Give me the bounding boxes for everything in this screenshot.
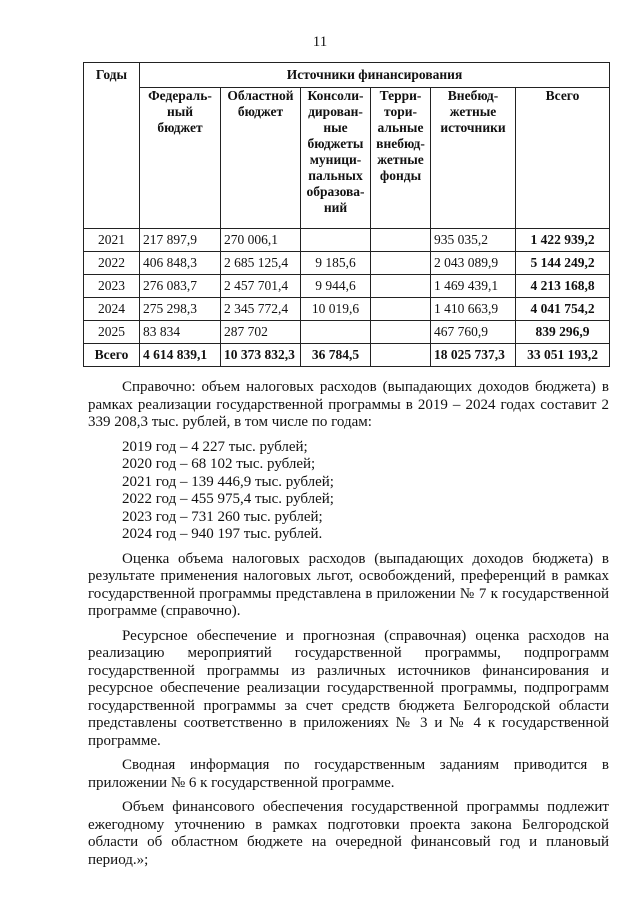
table-row xyxy=(84,229,610,252)
cell-regional: 2 345 772,4 xyxy=(221,298,301,321)
list-item: 2022 год – 455 975,4 тыс. рублей; xyxy=(122,491,334,507)
cell-extrabudget: 1 410 663,9 xyxy=(431,298,516,321)
paragraph-annual-update: Объем финансового обеспечения государственной программы подлежит ежегодному уточнению в рамках подготовки проекта закона Белгородской области об областном бюджете на очередной финансовый год и плановый период.»; xyxy=(88,799,609,868)
sum-funds xyxy=(371,344,431,367)
cell-municipal: 9 185,6 xyxy=(301,252,371,275)
col-regional: Областной бюджет xyxy=(221,88,301,229)
cell-total: 4 041 754,2 xyxy=(516,298,610,321)
sum-municipal: 36 784,5 xyxy=(301,344,371,367)
col-funds: Терри- тори- альные внебюд- жетные фонды xyxy=(371,88,431,229)
cell-total: 1 422 939,2 xyxy=(516,229,610,252)
list-item: 2024 год – 940 197 тыс. рублей. xyxy=(122,526,323,542)
paragraph-tax-expenses: Справочно: объем налоговых расходов (выпадающих доходов бюджета) в рамках реализации государственной программы в 2019 – 2024 годах составит 2 339 208,3 тыс. рублей, в том числе по годам: xyxy=(88,379,609,430)
table-sum-row xyxy=(84,344,610,367)
paragraph-resource-provision: Ресурсное обеспечение и прогнозная (справочная) оценка расходов на реализацию мероприятий государственной программы, подпрограмм государственной программы из различных источников финансирования и ресурсное обеспечение реализации государственной программы, подпрограмм государственной программы за счет средств бюджета Белгородской области представлены соответственно в приложениях № 3 и № 4 к государственной программе. xyxy=(88,627,609,749)
cell-federal: 275 298,3 xyxy=(140,298,221,321)
cell-funds xyxy=(371,252,431,275)
cell-municipal: 10 019,6 xyxy=(301,298,371,321)
cell-regional: 2 685 125,4 xyxy=(221,252,301,275)
tax-expenses-by-year xyxy=(88,439,609,544)
header-years: Годы xyxy=(84,63,140,229)
cell-federal: 276 083,7 xyxy=(140,275,221,298)
list-item: 2021 год – 139 446,9 тыс. рублей; xyxy=(122,473,334,490)
sum-extrabudget: 18 025 737,3 xyxy=(431,344,516,367)
cell-extrabudget: 2 043 089,9 xyxy=(431,252,516,275)
col-total: Всего xyxy=(516,88,610,229)
cell-regional: 2 457 701,4 xyxy=(221,275,301,298)
cell-year: 2023 xyxy=(84,275,140,298)
paragraph-state-assignments: Сводная информация по государственным заданиям приводится в приложении № 6 к государственной программе. xyxy=(88,757,609,791)
cell-regional: 287 702 xyxy=(221,321,301,344)
cell-municipal xyxy=(301,321,371,344)
table-row xyxy=(84,252,610,275)
cell-year: 2025 xyxy=(84,321,140,344)
cell-funds xyxy=(371,321,431,344)
table-row xyxy=(84,321,610,344)
cell-funds xyxy=(371,298,431,321)
cell-year: 2022 xyxy=(84,252,140,275)
table-row xyxy=(84,275,610,298)
cell-total: 5 144 249,2 xyxy=(516,252,610,275)
cell-funds xyxy=(371,275,431,298)
col-municipal: Консоли- дирован- ные бюджеты муници- пальных образова- ний xyxy=(301,88,371,229)
sum-label: Всего xyxy=(84,344,140,367)
cell-federal: 406 848,3 xyxy=(140,252,221,275)
table-header-row xyxy=(84,63,610,88)
body-text xyxy=(88,379,609,876)
cell-federal: 83 834 xyxy=(140,321,221,344)
sum-regional: 10 373 832,3 xyxy=(221,344,301,367)
financing-table xyxy=(83,62,610,367)
cell-extrabudget: 467 760,9 xyxy=(431,321,516,344)
cell-municipal: 9 944,6 xyxy=(301,275,371,298)
col-federal: Федераль- ный бюджет xyxy=(140,88,221,229)
list-item: 2023 год – 731 260 тыс. рублей; xyxy=(122,508,323,525)
col-extrabudget: Внебюд- жетные источники xyxy=(431,88,516,229)
paragraph-tax-assessment: Оценка объема налоговых расходов (выпадающих доходов бюджета) в результате применения налоговых льгот, освобождений, преференций в рамках государственной программы представлена в приложении № 7 к государственной программе (справочно). xyxy=(88,550,609,619)
header-sources: Источники финансирования xyxy=(140,63,610,88)
cell-total: 839 296,9 xyxy=(516,321,610,344)
cell-extrabudget: 935 035,2 xyxy=(431,229,516,252)
cell-year: 2024 xyxy=(84,298,140,321)
list-item: 2020 год – 68 102 тыс. рублей; xyxy=(122,456,316,472)
cell-extrabudget: 1 469 439,1 xyxy=(431,275,516,298)
cell-year: 2021 xyxy=(84,229,140,252)
list-item: 2019 год – 4 227 тыс. рублей; xyxy=(122,438,308,455)
cell-federal: 217 897,9 xyxy=(140,229,221,252)
cell-total: 4 213 168,8 xyxy=(516,275,610,298)
cell-municipal xyxy=(301,229,371,252)
table-row xyxy=(84,298,610,321)
sum-total: 33 051 193,2 xyxy=(516,344,610,367)
page-number: 11 xyxy=(312,34,328,50)
cell-funds xyxy=(371,229,431,252)
table-subheader-row xyxy=(84,88,610,229)
sum-federal: 4 614 839,1 xyxy=(140,344,221,367)
cell-regional: 270 006,1 xyxy=(221,229,301,252)
